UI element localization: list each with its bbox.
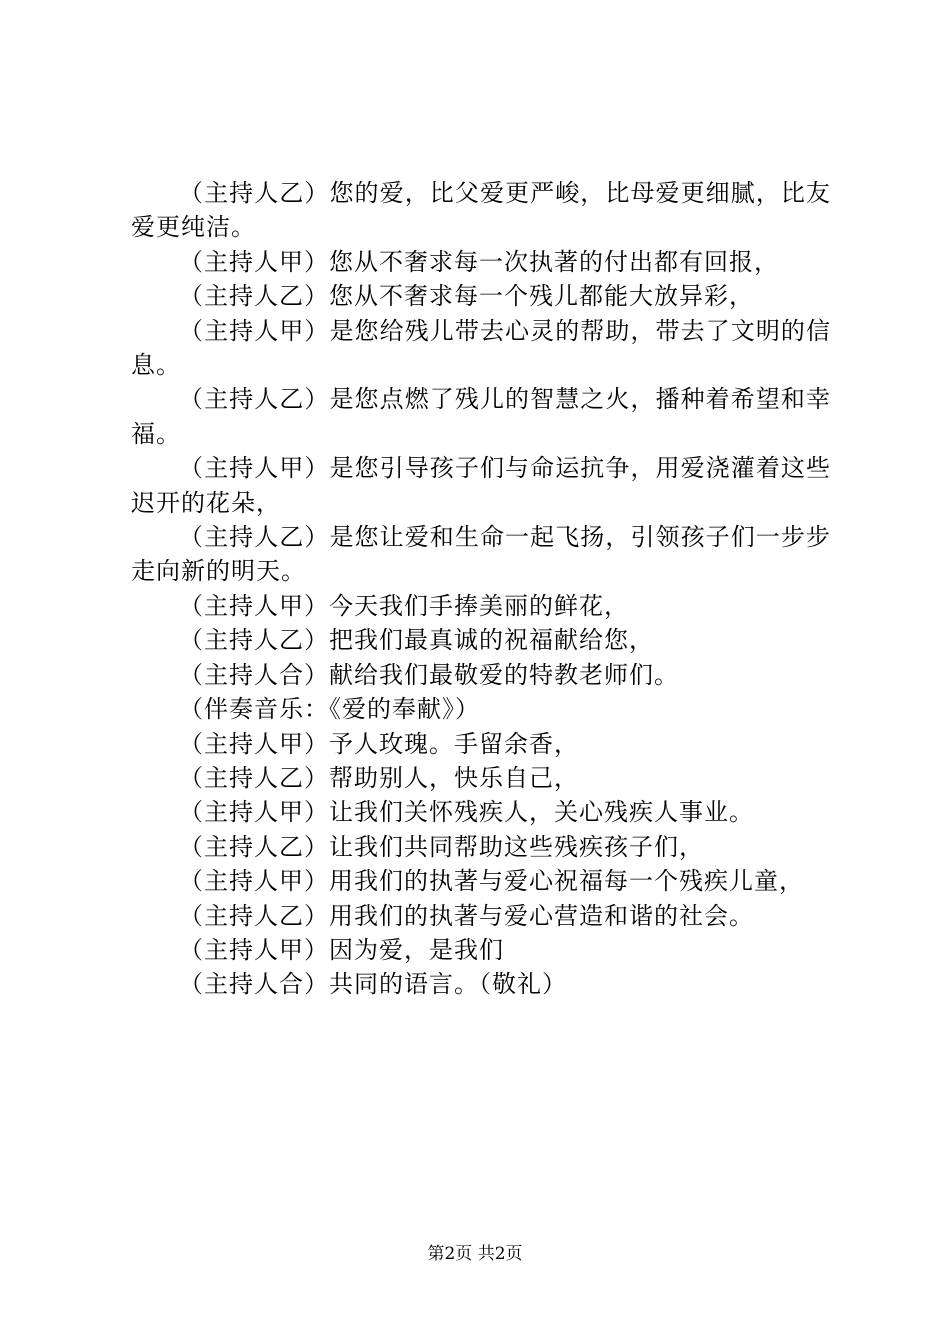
paragraph: （主持人甲）是您引导孩子们与命运抗争，用爱浇灌着这些迟开的花朵， (131, 454, 831, 517)
paragraph: （主持人甲）予人玫瑰。手留余香， (179, 729, 579, 758)
paragraph: （主持人乙）让我们共同帮助这些残疾孩子们， (179, 832, 704, 861)
paragraph: （伴奏音乐：《爱的奉献》） (179, 695, 480, 724)
paragraph: （主持人乙）把我们最真诚的祝福献给您， (179, 626, 654, 655)
paragraph: （主持人乙）用我们的执著与爱心营造和谐的社会。 (179, 901, 754, 930)
paragraph: （主持人甲）用我们的执著与爱心祝福每一个残疾儿童， (179, 867, 804, 896)
paragraph: （主持人合）献给我们最敬爱的特教老师们。 (179, 660, 679, 689)
document-body (131, 176, 831, 1002)
paragraph: （主持人甲）您从不奢求每一次执著的付出都有回报， (179, 247, 779, 276)
paragraph: （主持人乙）帮助别人，快乐自己， (179, 763, 579, 792)
page-number-footer: 第2页 共2页 (427, 1244, 523, 1264)
paragraph: （主持人甲）是您给残儿带去心灵的帮助，带去了文明的信息。 (131, 316, 831, 380)
paragraph: （主持人乙）您的爱，比父爱更严峻，比母爱更细腻，比友爱更纯洁。 (131, 179, 831, 242)
paragraph: （主持人合）共同的语言。（敬礼） (179, 970, 567, 999)
paragraph: （主持人乙）是您点燃了残儿的智慧之火，播种着希望和幸福。 (131, 385, 831, 448)
paragraph: （主持人乙）您从不奢求每一个残儿都能大放异彩， (179, 282, 754, 311)
paragraph: （主持人甲）让我们关怀残疾人，关心残疾人事业。 (179, 798, 754, 827)
paragraph: （主持人乙）是您让爱和生命一起飞扬，引领孩子们一步步走向新的明天。 (131, 523, 831, 586)
paragraph: （主持人甲）因为爱，是我们 (179, 935, 504, 964)
paragraph: （主持人甲）今天我们手捧美丽的鲜花， (179, 591, 629, 620)
